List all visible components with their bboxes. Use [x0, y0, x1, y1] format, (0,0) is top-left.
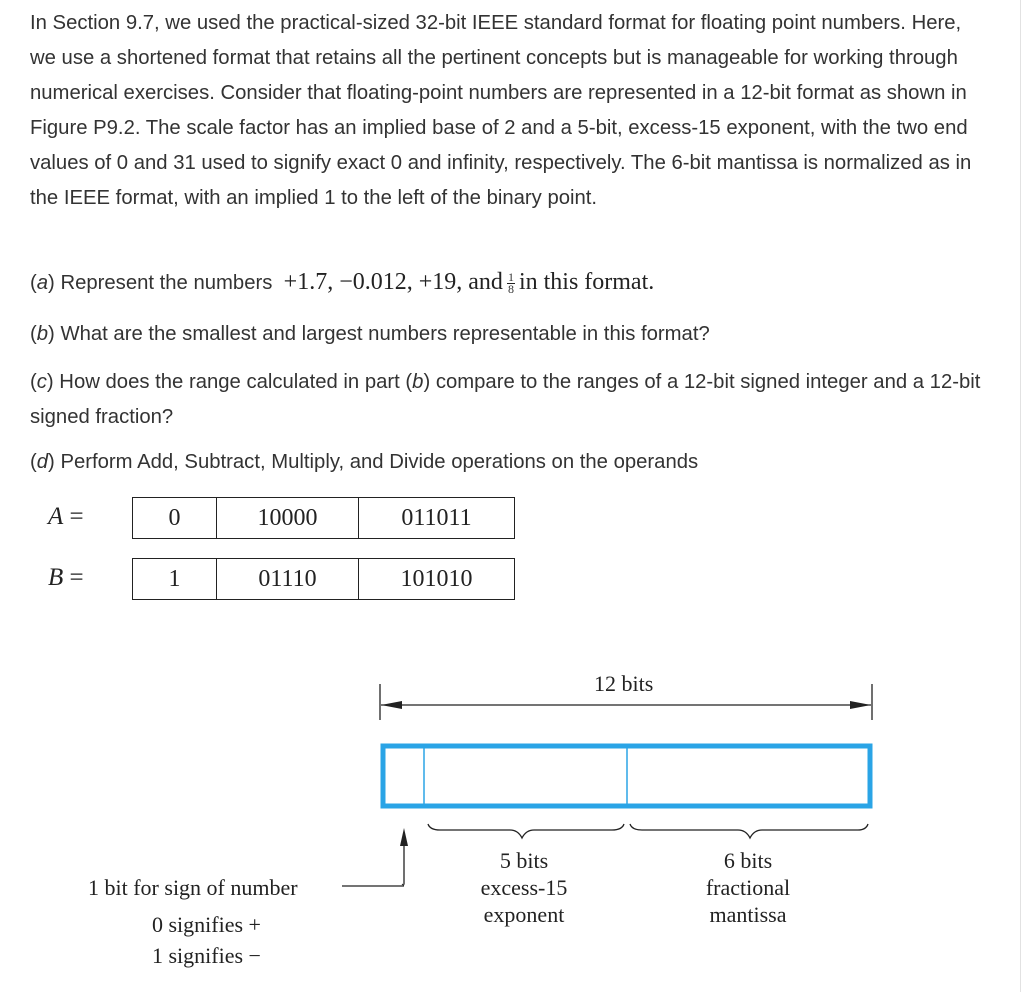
- part-c-text-2: ) compare to the ranges of a 12-bit signed integer and a 12-bit signed fraction?: [30, 371, 981, 428]
- part-c-text-1: How does the range calculated in part (: [59, 371, 413, 393]
- part-c-label: c: [36, 371, 47, 393]
- part-a-suffix: in this format.: [518, 269, 655, 295]
- operand-a-mantissa: 011011: [401, 504, 472, 531]
- part-c-ref: b: [412, 371, 424, 393]
- sign-arrow-head: [400, 828, 408, 846]
- operand-b-sign: 1: [133, 559, 217, 599]
- operand-a-exponent: 10000: [217, 498, 359, 538]
- part-d-text: Perform Add, Subtract, Multiply, and Divide operations on the operands: [60, 451, 699, 473]
- part-a-label: a: [36, 272, 49, 294]
- mantissa-brace: [630, 824, 868, 838]
- mantissa-label: 6 bits fractional mantissa: [705, 848, 791, 927]
- operand-b-exponent: 01110: [217, 559, 359, 599]
- dim-arrow-left: [381, 701, 402, 709]
- one-eighth-fraction: $\frac{1}{8}$: [507, 270, 514, 296]
- part-d-label: d: [36, 451, 49, 473]
- exponent-label: 5 bits excess-15 exponent: [480, 848, 568, 927]
- part-c: (c) How does the range calculated in part (b) compare to the ranges of a 12-bit signed integer and a 12-bit signed fraction?: [30, 371, 981, 428]
- part-b: (b) What are the smallest and largest numbers representable in this format?: [30, 323, 710, 345]
- part-b-text: What are the smallest and largest numbers representable in this format?: [60, 323, 710, 345]
- intro-paragraph: In Section 9.7, we used the practical-sized 32-bit IEEE standard format for floating point numbers. Here, we use a shortened format that retains all the pertinent concepts but is manageable for working through numerical exercises. Consider that floating-point numbers are represented in a 12-bit format as shown in Figure P9.2. The scale factor has an implied base of 2 and a 5-bit, excess-15 exponent, with the two end values of 0 and 31 used to signify exact 0 and infinity, respectively. The 6-bit mantissa is normalized as in the IEEE format, with an implied 1 to the left of the binary point.: [30, 12, 972, 209]
- sign-zero-label: 0 signifies +: [152, 912, 261, 937]
- part-b-label: b: [36, 323, 49, 345]
- dim-arrow-right: [850, 701, 871, 709]
- operand-a-sign: 0: [133, 498, 217, 538]
- operand-b-label: B =: [48, 564, 84, 591]
- sign-one-label: 1 signifies −: [152, 943, 261, 968]
- part-a-text: Represent the numbers: [60, 272, 273, 294]
- operand-b-mantissa: 101010: [400, 565, 473, 592]
- twelve-bits-label: 12 bits: [594, 671, 654, 696]
- part-a: (a) Represent the numbers +1.7, −0.012, +19, and $\frac{1}{8}$ in this format.: [30, 269, 655, 296]
- operand-a-label: A =: [48, 503, 84, 530]
- sign-bit-label: 1 bit for sign of number: [88, 875, 298, 900]
- part-d: (d) Perform Add, Subtract, Multiply, and Divide operations on the operands: [30, 451, 699, 473]
- exponent-brace: [428, 824, 624, 838]
- part-a-numbers: +1.7, −0.012, +19, and: [283, 269, 503, 295]
